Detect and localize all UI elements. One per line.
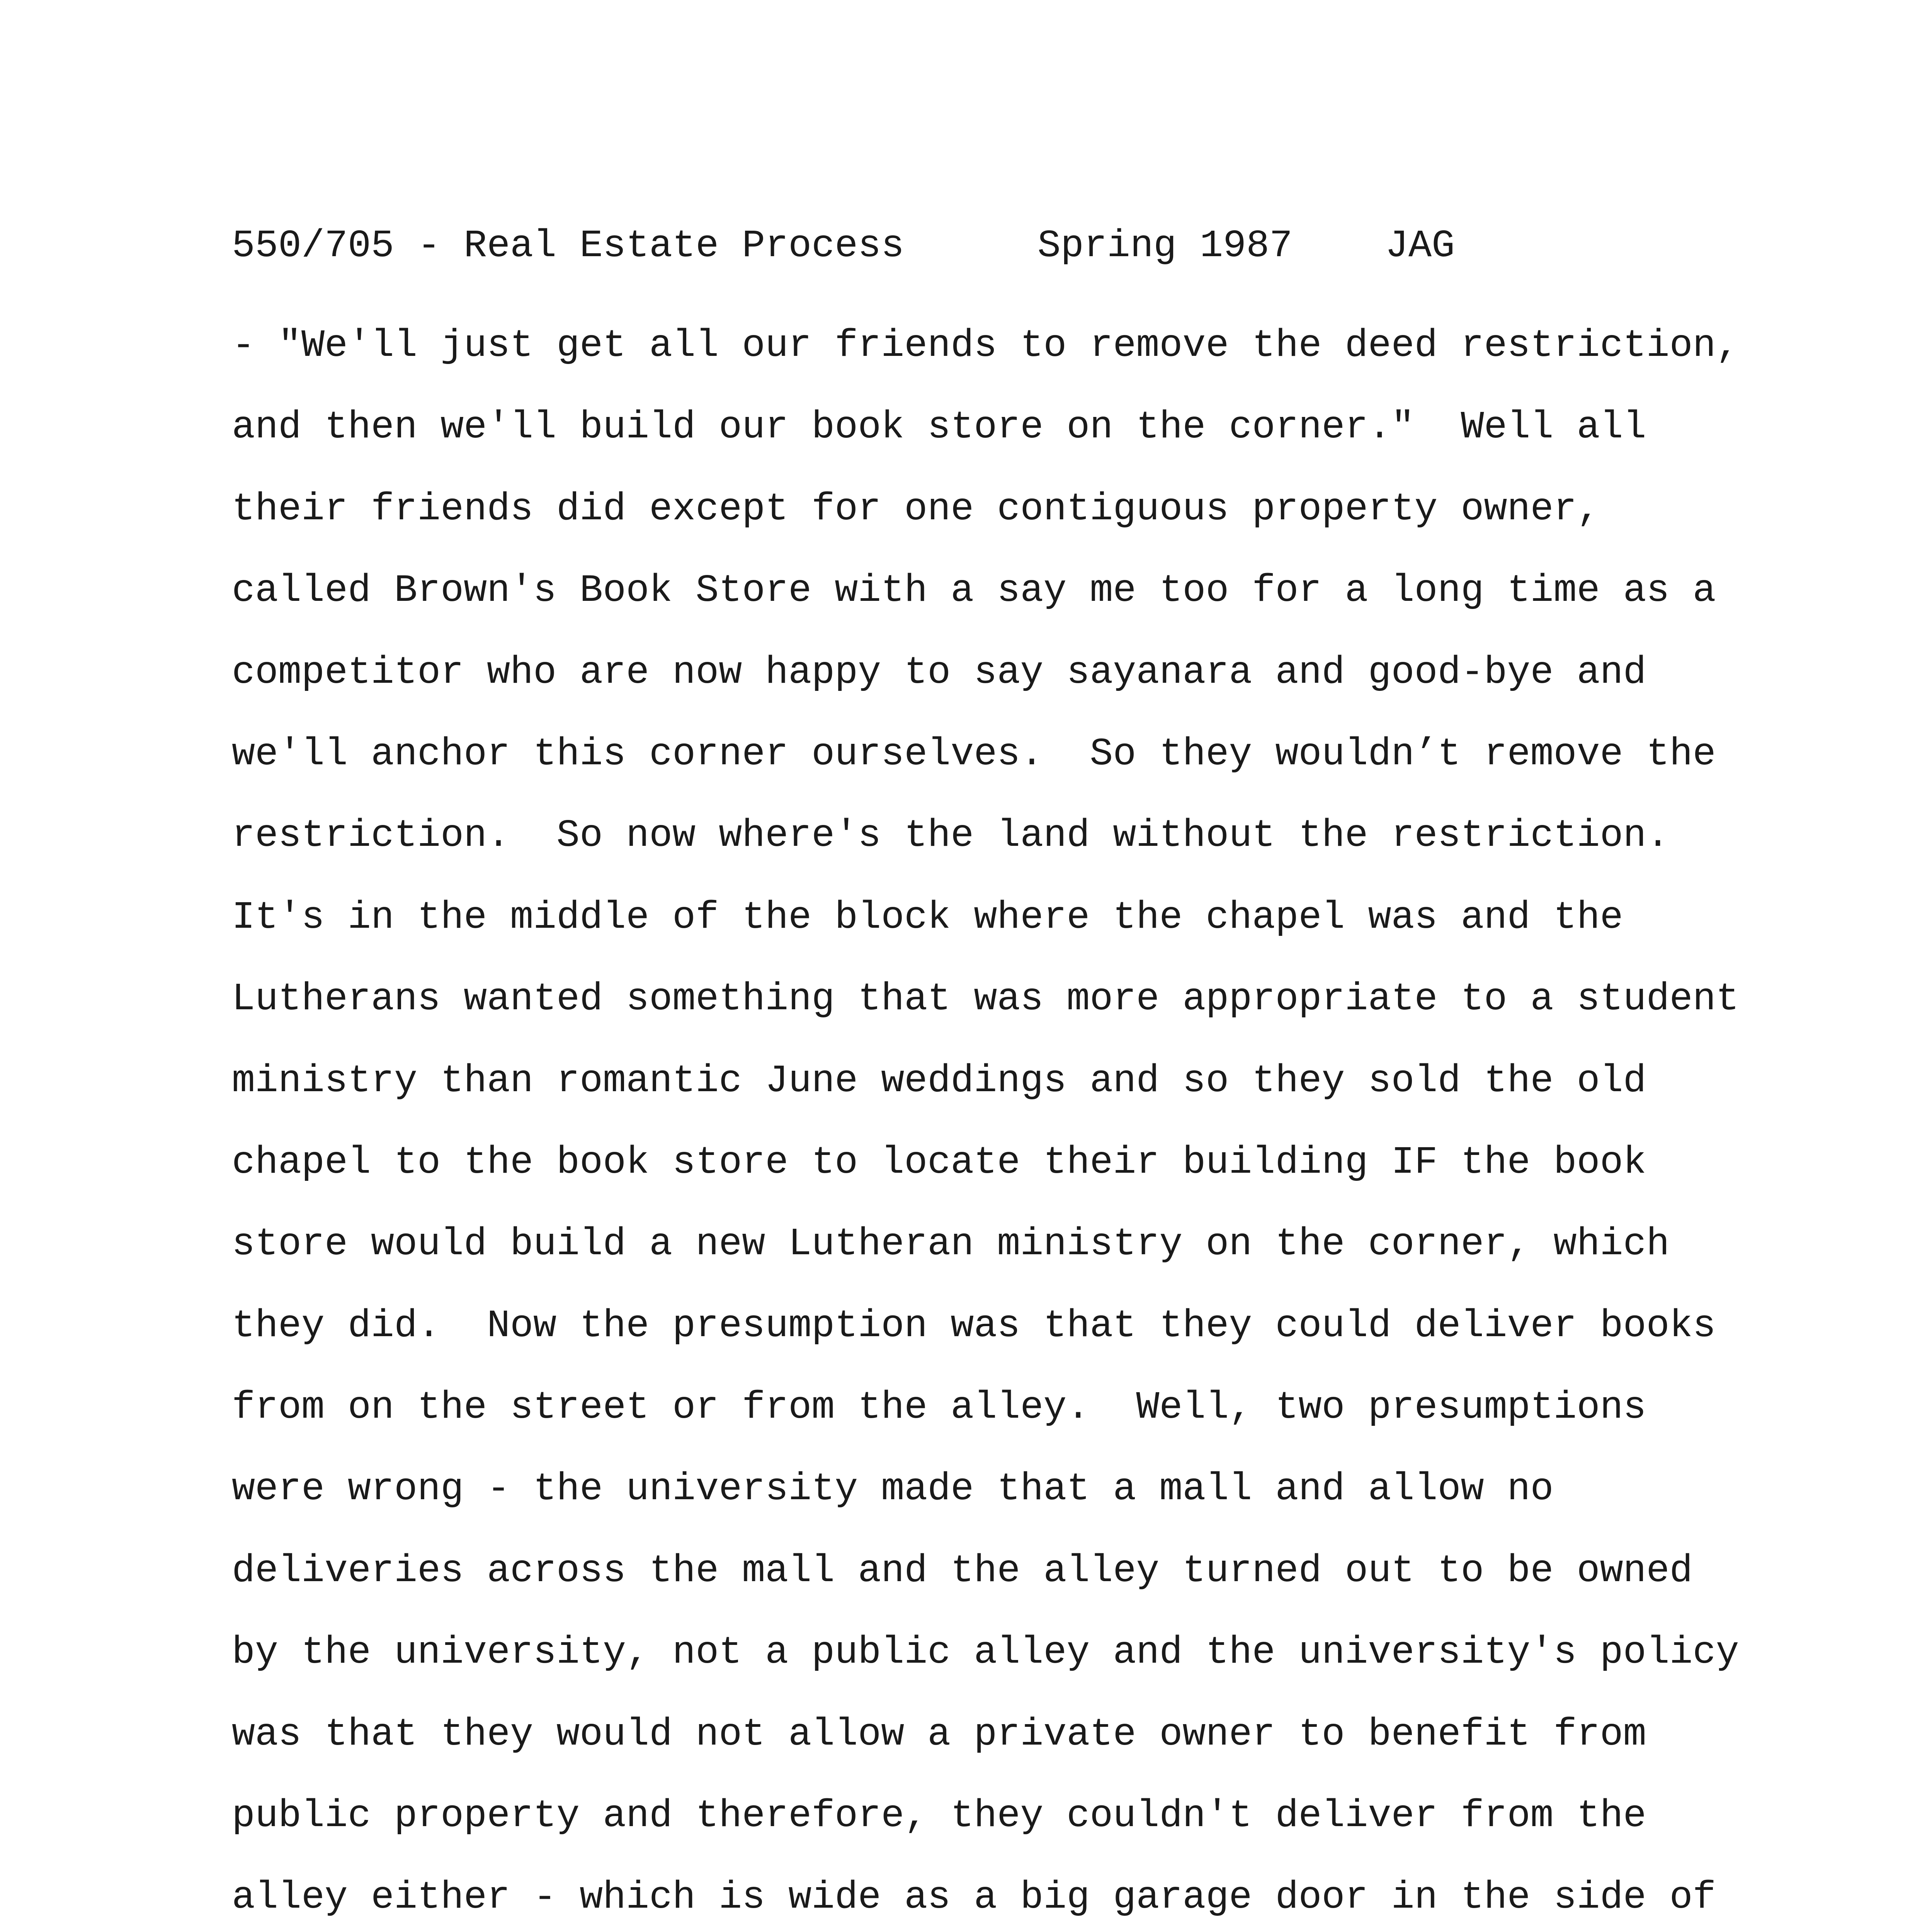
text-line: store would build a new Lutheran ministry on the corner, which [232, 1223, 1670, 1267]
author-initials: JAG [1385, 224, 1455, 268]
text-line: - "We'll just get all our friends to remove the deed restriction, [232, 324, 1739, 368]
text-line: deliveries across the mall and the alley turned out to be owned [232, 1549, 1693, 1593]
text-line: public property and therefore, they couldn't deliver from the [232, 1794, 1646, 1838]
text-line: were wrong - the university made that a mall and allow no [232, 1468, 1554, 1512]
text-line: from on the street or from the alley. Well, two presumptions [232, 1386, 1646, 1430]
text-line: Lutherans wanted something that was more appropriate to a student [232, 978, 1739, 1022]
text-line: was that they would not allow a private owner to benefit from [232, 1713, 1646, 1757]
text-line: restriction. So now where's the land without the restriction. [232, 814, 1670, 858]
text-line: It's in the middle of the block where the chapel was and the [232, 896, 1623, 940]
text-line: alley either - which is wide as a big garage door in the side of [232, 1876, 1716, 1920]
text-line: ministry than romantic June weddings and so they sold the old [232, 1059, 1646, 1103]
text-line: their friends did except for one contiguous property owner, [232, 487, 1600, 531]
text-line: by the university, not a public alley and the university's policy [232, 1631, 1739, 1675]
text-line: called Brown's Book Store with a say me too for a long time as a [232, 569, 1716, 613]
text-line: we'll anchor this corner ourselves. So they wouldn’t remove the [232, 732, 1716, 776]
text-line: they did. Now the presumption was that they could deliver books [232, 1304, 1716, 1348]
transcript-body [232, 305, 1777, 1932]
term-label: Spring 1987 [1037, 224, 1293, 268]
text-line: chapel to the book store to locate their building IF the book [232, 1141, 1646, 1185]
text-line: competitor who are now happy to say sayanara and good-bye and [232, 651, 1646, 695]
text-line: and then we'll build our book store on the corner." Well all [232, 406, 1646, 450]
page-header [232, 223, 1455, 270]
course-title: 550/705 - Real Estate Process [232, 224, 905, 268]
